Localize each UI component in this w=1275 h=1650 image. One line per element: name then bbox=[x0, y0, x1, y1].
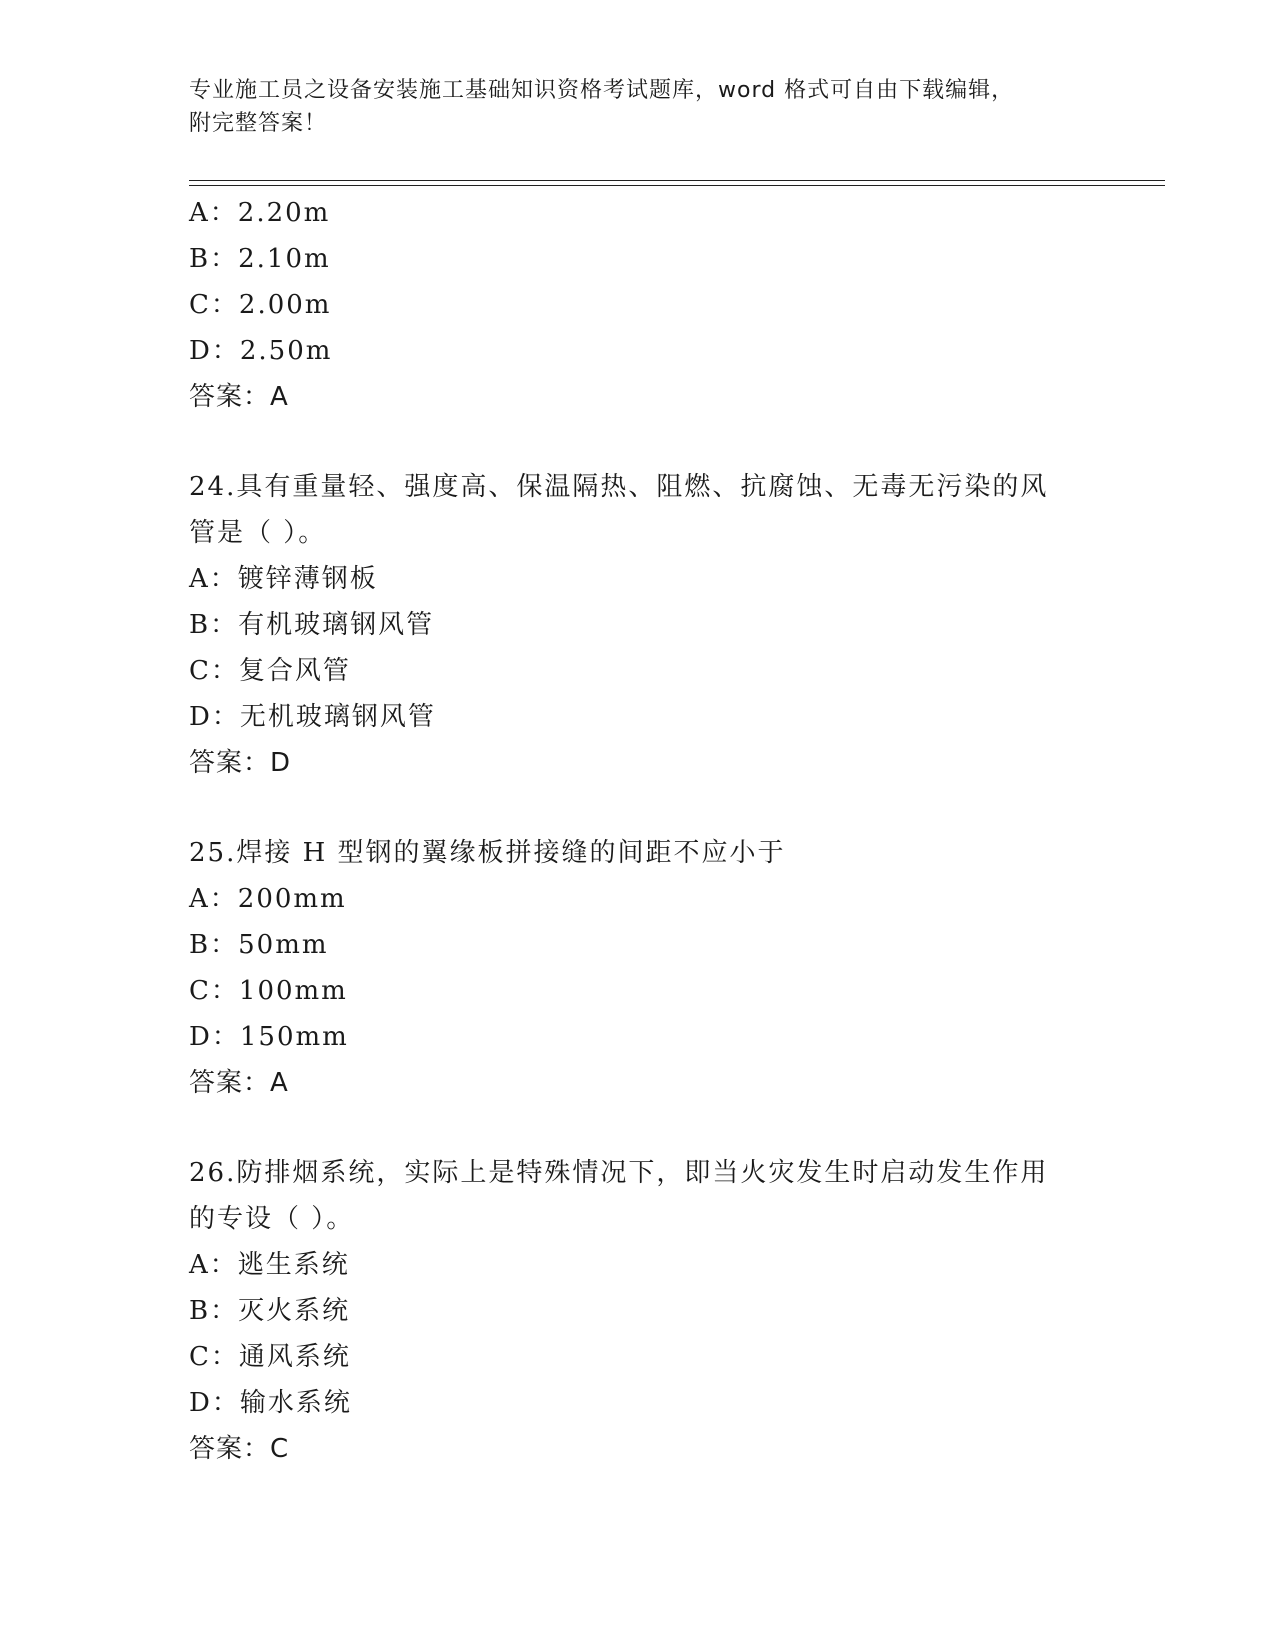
option-c: C：复合风管 bbox=[189, 656, 351, 686]
option-text: 2.50m bbox=[239, 336, 333, 366]
option-b: B：有机玻璃钢风管 bbox=[189, 610, 435, 640]
option-b: B：50mm bbox=[189, 930, 329, 960]
option-text: 200mm bbox=[237, 884, 347, 914]
option-a: A：镀锌薄钢板 bbox=[189, 564, 378, 594]
option-c: C：通风系统 bbox=[189, 1342, 351, 1372]
question-text-line-1: 25.焊接 H 型钢的翼缘板拼接缝的间距不应小于 bbox=[189, 838, 786, 868]
answer-line: 答案：C bbox=[189, 1434, 290, 1464]
question-block-26 bbox=[189, 1150, 1089, 1472]
answer-line: 答案：A bbox=[189, 1068, 289, 1098]
header-divider-top bbox=[189, 180, 1165, 181]
option-d: D：2.50m bbox=[189, 336, 333, 366]
option-a: A：2.20m bbox=[189, 198, 331, 228]
document-header bbox=[189, 74, 1089, 140]
question-block-23 bbox=[189, 190, 1089, 420]
option-c: C：2.00m bbox=[189, 290, 332, 320]
option-text: 镀锌薄钢板 bbox=[237, 564, 378, 594]
option-d: D：无机玻璃钢风管 bbox=[189, 702, 436, 732]
question-block-24 bbox=[189, 464, 1089, 786]
option-text: 逃生系统 bbox=[237, 1250, 350, 1280]
option-text: 灭火系统 bbox=[238, 1296, 351, 1326]
option-b: B：2.10m bbox=[189, 244, 331, 274]
option-text: 通风系统 bbox=[238, 1342, 351, 1372]
option-text: 2.20m bbox=[237, 198, 331, 228]
option-a: A：200mm bbox=[189, 884, 347, 914]
answer-line: 答案：D bbox=[189, 748, 292, 778]
question-text-line-2: 的专设（ ）。 bbox=[189, 1204, 355, 1234]
option-d: D：输水系统 bbox=[189, 1388, 352, 1418]
header-line-1: 专业施工员之设备安装施工基础知识资格考试题库，word 格式可自由下载编辑， bbox=[189, 78, 1015, 103]
question-text-line-2: 管是（ ）。 bbox=[189, 518, 327, 548]
question-text-line-1: 26.防排烟系统，实际上是特殊情况下，即当火灾发生时启动发生作用 bbox=[189, 1158, 1049, 1188]
option-text: 复合风管 bbox=[238, 656, 351, 686]
option-text: 100mm bbox=[238, 976, 348, 1006]
option-text: 有机玻璃钢风管 bbox=[238, 610, 435, 640]
option-d: D：150mm bbox=[189, 1022, 349, 1052]
option-text: 输水系统 bbox=[239, 1388, 352, 1418]
question-block-25 bbox=[189, 830, 1089, 1106]
header-line-2: 附完整答案！ bbox=[189, 111, 328, 136]
option-text: 2.00m bbox=[238, 290, 332, 320]
option-text: 150mm bbox=[239, 1022, 349, 1052]
option-text: 无机玻璃钢风管 bbox=[239, 702, 436, 732]
option-a: A：逃生系统 bbox=[189, 1250, 350, 1280]
question-text-line-1: 24.具有重量轻、强度高、保温隔热、阻燃、抗腐蚀、无毒无污染的风 bbox=[189, 472, 1049, 502]
option-text: 50mm bbox=[238, 930, 329, 960]
answer-line: 答案：A bbox=[189, 382, 289, 412]
question-list bbox=[189, 190, 1089, 1472]
option-c: C：100mm bbox=[189, 976, 348, 1006]
option-text: 2.10m bbox=[238, 244, 331, 274]
header-divider-bottom bbox=[189, 185, 1165, 186]
option-b: B：灭火系统 bbox=[189, 1296, 351, 1326]
